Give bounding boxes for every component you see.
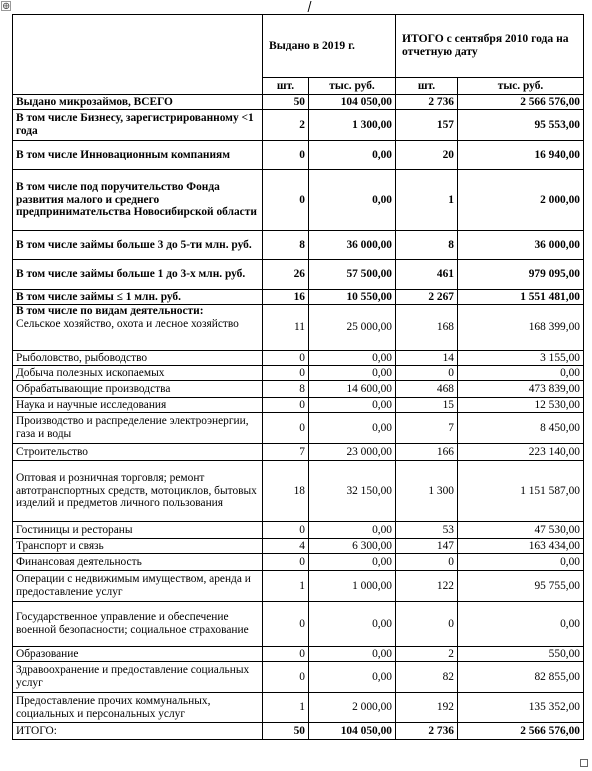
row-label: Операции с недвижимым имуществом, аренда и предоставление услуг: [13, 571, 263, 602]
cell-pcs-total: 168: [396, 305, 458, 351]
cell-rub-total: 82 855,00: [458, 662, 584, 693]
cell-pcs-2019: 0: [263, 522, 309, 539]
row-label: Здравоохранение и предоставление социальных услуг: [13, 662, 263, 693]
cell-pcs-2019: 8: [263, 381, 309, 398]
cell-pcs-2019: 0: [263, 662, 309, 693]
cell-rub-2019: 57 500,00: [309, 260, 396, 290]
table-row: [13, 260, 584, 290]
cell-pcs-total: 1: [396, 170, 458, 231]
cell-pcs-total: 2 736: [396, 723, 458, 740]
cell-pcs-total: 15: [396, 398, 458, 413]
cell-pcs-total: 192: [396, 693, 458, 723]
cell-pcs-2019: 0: [263, 413, 309, 444]
table-row: [13, 290, 584, 305]
cell-pcs-total: 14: [396, 351, 458, 366]
table-row: [13, 305, 584, 351]
cell-pcs-2019: 50: [263, 723, 309, 740]
cell-rub-total: 1 551 481,00: [458, 290, 584, 305]
header-issued-year: Выдано в 2019 г.: [263, 15, 396, 78]
row-label: В том числе займы ≤ 1 млн. руб.: [13, 290, 263, 305]
cell-rub-total: 3 155,00: [458, 351, 584, 366]
table-row: [13, 647, 584, 662]
header-row: [13, 15, 584, 78]
row-label: Государственное управление и обеспечение военной безопасности; социальное страхование: [13, 602, 263, 647]
cell-rub-2019: 0,00: [309, 662, 396, 693]
cell-rub-total: 0,00: [458, 366, 584, 381]
cell-pcs-total: 468: [396, 381, 458, 398]
cell-rub-2019: 32 150,00: [309, 461, 396, 522]
row-label-text: Сельское хозяйство, охота и лесное хозяйство: [16, 317, 239, 330]
cell-rub-2019: 0,00: [309, 522, 396, 539]
cell-rub-2019: 0,00: [309, 351, 396, 366]
cell-pcs-2019: 4: [263, 539, 309, 554]
row-label: [13, 305, 263, 351]
cell-pcs-total: 122: [396, 571, 458, 602]
cell-rub-total: 12 530,00: [458, 398, 584, 413]
table-row: [13, 141, 584, 170]
cell-rub-2019: 0,00: [309, 366, 396, 381]
table-row: [13, 522, 584, 539]
row-label: Предоставление прочих коммунальных, социальных и персональных услуг: [13, 693, 263, 723]
cell-rub-2019: 0,00: [309, 602, 396, 647]
cell-pcs-2019: 7: [263, 444, 309, 461]
row-label: В том числе займы больше 1 до 3-х млн. руб.: [13, 260, 263, 290]
cell-rub-2019: 0,00: [309, 647, 396, 662]
cell-rub-2019: 0,00: [309, 170, 396, 231]
row-label: В том числе Бизнесу, зарегистрированному <1 года: [13, 110, 263, 141]
cell-pcs-2019: 0: [263, 647, 309, 662]
row-label: Транспорт и связь: [13, 539, 263, 554]
cell-pcs-total: 2 267: [396, 290, 458, 305]
cell-pcs-2019: 0: [263, 141, 309, 170]
table-row: [13, 381, 584, 398]
cell-rub-total: 168 399,00: [458, 305, 584, 351]
unit-pcs-2019: шт.: [263, 78, 309, 95]
cell-rub-2019: 0,00: [309, 398, 396, 413]
cell-rub-total: 95 755,00: [458, 571, 584, 602]
cell-pcs-total: 147: [396, 539, 458, 554]
cell-pcs-2019: 11: [263, 305, 309, 351]
cell-pcs-2019: 26: [263, 260, 309, 290]
unit-pcs-total: шт.: [396, 78, 458, 95]
header-empty-cell: [13, 15, 263, 95]
row-label: Производство и распределение электроэнергии, газа и воды: [13, 413, 263, 444]
cell-pcs-2019: 0: [263, 351, 309, 366]
cell-rub-2019: 104 050,00: [309, 723, 396, 740]
cell-pcs-total: 82: [396, 662, 458, 693]
cell-rub-total: 979 095,00: [458, 260, 584, 290]
cell-pcs-2019: 0: [263, 170, 309, 231]
cell-rub-2019: 1 300,00: [309, 110, 396, 141]
cell-rub-total: 95 553,00: [458, 110, 584, 141]
cell-rub-2019: 0,00: [309, 413, 396, 444]
table-row: [13, 602, 584, 647]
header-total-since: ИТОГО с сентября 2010 года на отчетную дату: [396, 15, 584, 78]
cell-rub-total: 1 151 587,00: [458, 461, 584, 522]
microloan-table: [12, 14, 584, 740]
cell-pcs-total: 2: [396, 647, 458, 662]
table-row: [13, 366, 584, 381]
cell-pcs-total: 166: [396, 444, 458, 461]
cell-rub-total: 223 140,00: [458, 444, 584, 461]
cell-rub-total: 473 839,00: [458, 381, 584, 398]
cell-pcs-2019: 1: [263, 693, 309, 723]
table-resize-handle[interactable]: [580, 759, 588, 767]
cell-pcs-total: 20: [396, 141, 458, 170]
table-row: [13, 571, 584, 602]
cell-rub-total: 0,00: [458, 602, 584, 647]
cell-rub-2019: 25 000,00: [309, 305, 396, 351]
table-row: [13, 398, 584, 413]
row-label: ИТОГО:: [13, 723, 263, 740]
row-label: В том числе под поручительство Фонда развития малого и среднего предпринимательства Новосибирской области: [13, 170, 263, 231]
unit-rub-total: тыс. руб.: [458, 78, 584, 95]
row-label: В том числе Инновационным компаниям: [13, 141, 263, 170]
cell-rub-2019: 0,00: [309, 554, 396, 571]
cell-rub-2019: 1 000,00: [309, 571, 396, 602]
cell-pcs-total: 0: [396, 366, 458, 381]
unit-rub-2019: тыс. руб.: [309, 78, 396, 95]
cell-pcs-total: 7: [396, 413, 458, 444]
table-row: [13, 723, 584, 740]
cell-pcs-2019: 0: [263, 602, 309, 647]
row-label: Выдано микрозаймов, ВСЕГО: [13, 95, 263, 110]
cell-rub-total: 550,00: [458, 647, 584, 662]
cell-rub-2019: 104 050,00: [309, 95, 396, 110]
row-label: В том числе займы больше 3 до 5-ти млн. руб.: [13, 231, 263, 260]
cell-rub-total: 47 530,00: [458, 522, 584, 539]
row-label: Строительство: [13, 444, 263, 461]
cell-rub-total: 0,00: [458, 554, 584, 571]
cell-pcs-total: 2 736: [396, 95, 458, 110]
cell-rub-total: 2 566 576,00: [458, 723, 584, 740]
cell-rub-2019: 2 000,00: [309, 693, 396, 723]
cell-rub-2019: 23 000,00: [309, 444, 396, 461]
cell-pcs-total: 8: [396, 231, 458, 260]
cell-pcs-total: 53: [396, 522, 458, 539]
row-label: Наука и научные исследования: [13, 398, 263, 413]
cell-rub-total: 135 352,00: [458, 693, 584, 723]
table-row: [13, 554, 584, 571]
row-label: Финансовая деятельность: [13, 554, 263, 571]
cell-pcs-2019: 1: [263, 571, 309, 602]
table-row: [13, 461, 584, 522]
cell-pcs-2019: 8: [263, 231, 309, 260]
row-label: Обрабатывающие производства: [13, 381, 263, 398]
row-label: Образование: [13, 647, 263, 662]
table-row: [13, 110, 584, 141]
table-row: [13, 693, 584, 723]
cell-pcs-2019: 0: [263, 366, 309, 381]
cell-rub-total: 16 940,00: [458, 141, 584, 170]
cell-rub-total: 2 000,00: [458, 170, 584, 231]
cell-pcs-2019: 18: [263, 461, 309, 522]
cell-rub-2019: 36 000,00: [309, 231, 396, 260]
cell-pcs-2019: 0: [263, 554, 309, 571]
row-label: Рыболовство, рыбоводство: [13, 351, 263, 366]
table-row: [13, 231, 584, 260]
table-move-handle[interactable]: ⊕: [2, 1, 11, 12]
cell-rub-total: 163 434,00: [458, 539, 584, 554]
row-label: Гостиницы и рестораны: [13, 522, 263, 539]
cell-rub-total: 8 450,00: [458, 413, 584, 444]
table-row: [13, 170, 584, 231]
cell-rub-total: 36 000,00: [458, 231, 584, 260]
text-cursor: [308, 1, 314, 12]
cell-pcs-total: 1 300: [396, 461, 458, 522]
cell-rub-2019: 10 550,00: [309, 290, 396, 305]
cell-rub-2019: 6 300,00: [309, 539, 396, 554]
row-label: Оптовая и розничная торговля; ремонт автотранспортных средств, мотоциклов, бытовых изделий и предметов личного пользования: [13, 461, 263, 522]
cell-pcs-total: 157: [396, 110, 458, 141]
table-row: [13, 662, 584, 693]
cell-pcs-total: 0: [396, 602, 458, 647]
cell-pcs-2019: 2: [263, 110, 309, 141]
table-row: [13, 444, 584, 461]
cell-pcs-total: 461: [396, 260, 458, 290]
cell-rub-2019: 0,00: [309, 141, 396, 170]
table-row: [13, 95, 584, 110]
table-row: [13, 351, 584, 366]
table-row: [13, 413, 584, 444]
cell-pcs-total: 0: [396, 554, 458, 571]
section-heading: В том числе по видам деятельности:: [16, 305, 204, 317]
cell-rub-2019: 14 600,00: [309, 381, 396, 398]
row-label: Добыча полезных ископаемых: [13, 366, 263, 381]
cell-pcs-2019: 16: [263, 290, 309, 305]
table-row: [13, 539, 584, 554]
cell-rub-total: 2 566 576,00: [458, 95, 584, 110]
cell-pcs-2019: 50: [263, 95, 309, 110]
cell-pcs-2019: 0: [263, 398, 309, 413]
